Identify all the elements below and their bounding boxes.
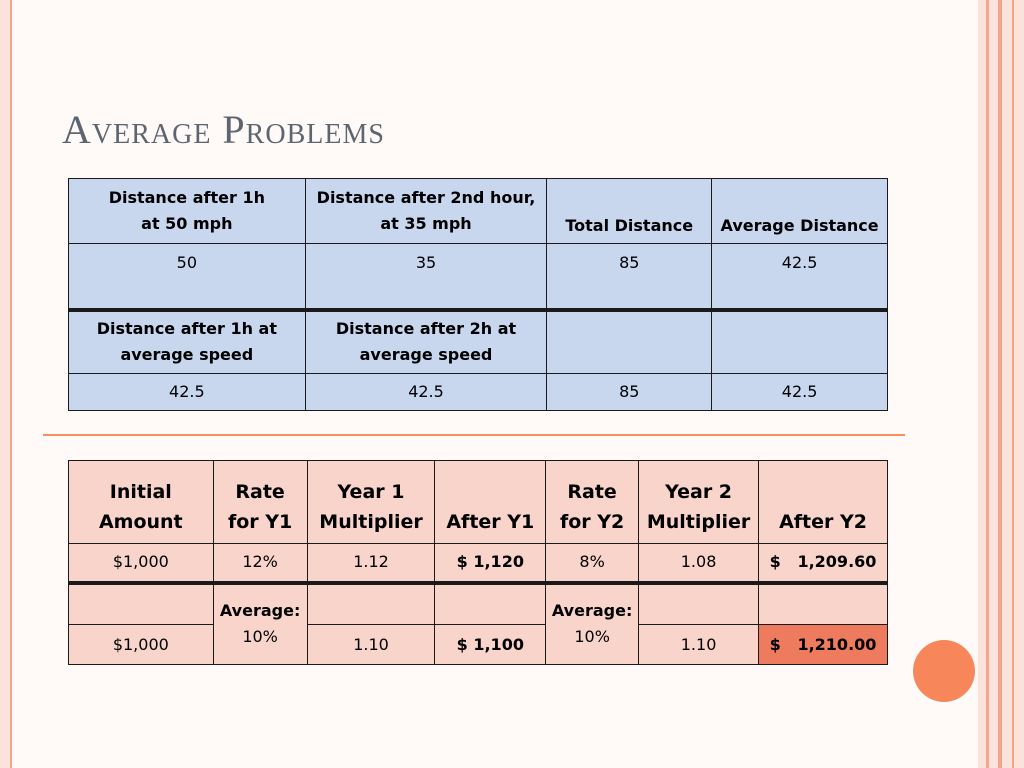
money-data-row-1: [69, 544, 888, 583]
header-distance-1h-avg: Distance after 1h at average speed: [69, 310, 306, 374]
cell-empty: [307, 583, 435, 625]
cell-empty: [69, 583, 214, 625]
distance-table: [68, 178, 888, 411]
left-decorative-line: [10, 0, 12, 768]
cell-rate-y2: 8%: [546, 544, 639, 583]
cell-empty: [759, 583, 888, 625]
cell-after-y1: $ 1,120: [435, 544, 546, 583]
header-distance-1h: Distance after 1h at 50 mph: [69, 179, 306, 244]
cell-initial-amount: $1,000: [69, 544, 214, 583]
distance-data-row: [69, 244, 888, 310]
money-table: [68, 460, 888, 665]
distance-data-row-2: [69, 374, 888, 411]
average-value-y2: 10%: [574, 627, 610, 647]
header-after-y2: After Y2: [759, 461, 888, 544]
cell-total-distance: 85: [547, 244, 712, 310]
cell-distance-1h: 50: [69, 244, 306, 310]
cell-after-y2: $ 1,209.60: [759, 544, 888, 583]
cell-year2-multiplier: 1.08: [639, 544, 759, 583]
decorative-orange-circle: [913, 640, 975, 702]
cell-year1-multiplier: 1.12: [307, 544, 435, 583]
header-average-distance: Average Distance: [712, 179, 888, 244]
right-decorative-stripes: [978, 0, 1024, 768]
cell-distance-1h-avg: 42.5: [69, 374, 306, 411]
money-data-row-2: [69, 625, 888, 665]
left-decorative-stripe: [0, 0, 10, 768]
money-empty-row: [69, 583, 888, 625]
cell-empty: [639, 583, 759, 625]
average-label-y2: Average:: [551, 601, 633, 621]
money-header-row: [69, 461, 888, 544]
cell-average-distance: 42.5: [712, 244, 888, 310]
cell-after-y2-avg-highlight: $ 1,210.00: [759, 625, 888, 665]
distance-header-row-2: [69, 310, 888, 374]
section-divider: [43, 434, 905, 436]
header-distance-2h-avg: Distance after 2h at average speed: [305, 310, 547, 374]
header-year1-multiplier: Year 1 Multiplier: [307, 461, 435, 544]
header-total-distance: Total Distance: [547, 179, 712, 244]
header-year2-multiplier: Year 2 Multiplier: [639, 461, 759, 544]
cell-average-distance-avg: 42.5: [712, 374, 888, 411]
cell-initial-amount-avg: $1,000: [69, 625, 214, 665]
distance-header-row: [69, 179, 888, 244]
cell-rate-y1: 12%: [213, 544, 307, 583]
average-label-y1: Average:: [219, 601, 301, 621]
cell-rate-y2-average: [546, 583, 639, 665]
cell-after-y1-avg: $ 1,100: [435, 625, 546, 665]
slide-title: Average Problems: [62, 107, 385, 152]
header-rate-y2: Rate for Y2: [546, 461, 639, 544]
header-initial-amount: Initial Amount: [69, 461, 214, 544]
header-distance-2h: Distance after 2nd hour, at 35 mph: [305, 179, 547, 244]
cell-year2-multiplier-avg: 1.10: [639, 625, 759, 665]
cell-distance-2h-avg: 42.5: [305, 374, 547, 411]
cell-year1-multiplier-avg: 1.10: [307, 625, 435, 665]
average-value-y1: 10%: [242, 627, 278, 647]
header-rate-y1: Rate for Y1: [213, 461, 307, 544]
header-empty-3: [547, 310, 712, 374]
cell-total-distance-avg: 85: [547, 374, 712, 411]
cell-rate-y1-average: [213, 583, 307, 665]
cell-empty: [435, 583, 546, 625]
header-empty-4: [712, 310, 888, 374]
cell-distance-2h: 35: [305, 244, 547, 310]
header-after-y1: After Y1: [435, 461, 546, 544]
